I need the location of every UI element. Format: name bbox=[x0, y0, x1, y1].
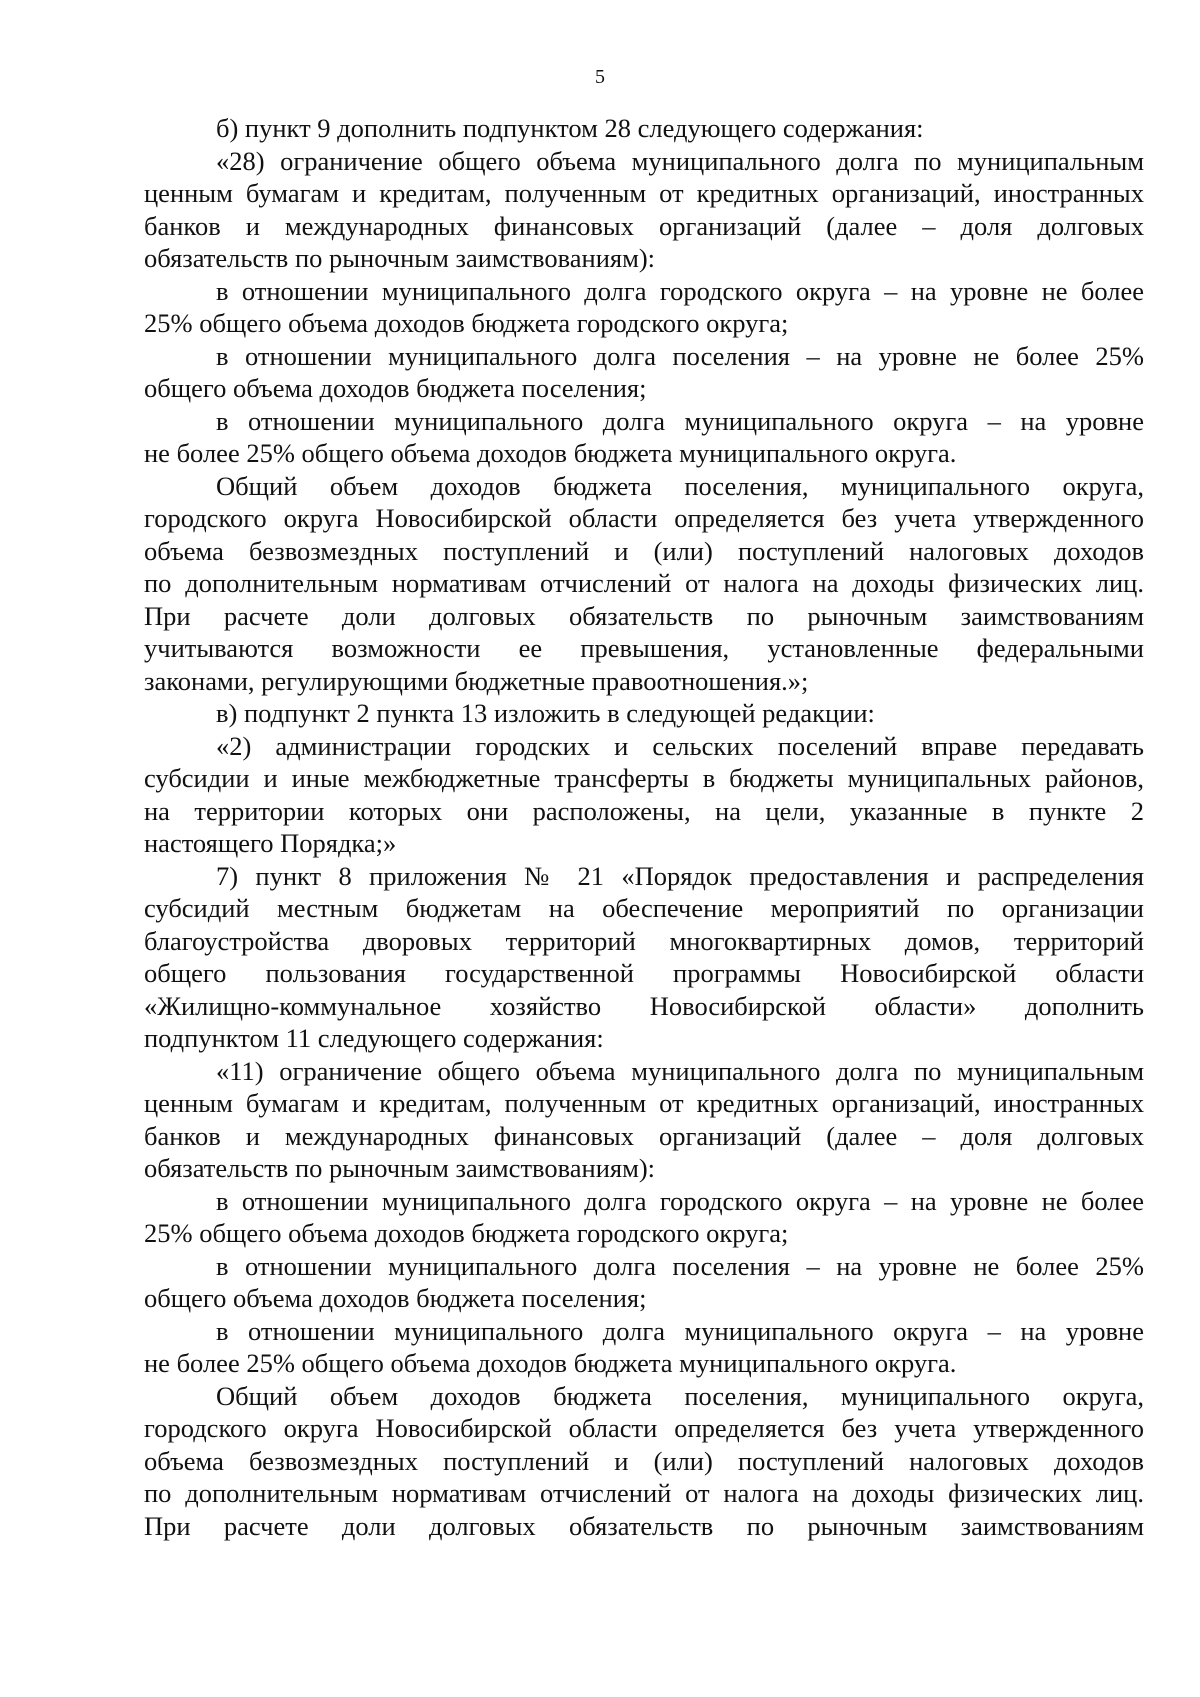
text-line: объема безвозмездных поступлений и (или) поступлений налоговых доходов bbox=[144, 1445, 1144, 1476]
paragraph bbox=[144, 275, 1144, 340]
text-line: субсидий местным бюджетам на обеспечение мероприятий по организации bbox=[144, 893, 1144, 923]
text-line: ценным бумагам и кредитам, полученным от кредитных организаций, иностранных bbox=[144, 1088, 1144, 1118]
text-line: подпунктом 11 следующего содержания: bbox=[144, 1023, 604, 1053]
paragraph bbox=[144, 145, 1144, 275]
text-line: не более 25% общего объема доходов бюджета муниципального округа. bbox=[144, 1348, 957, 1378]
text-line: объема безвозмездных поступлений и (или) поступлений налоговых доходов bbox=[144, 535, 1144, 566]
paragraph bbox=[144, 112, 1144, 145]
text-line: «28) ограничение общего объема муниципального долга по муниципальным bbox=[216, 145, 1144, 176]
text-line: по дополнительным нормативам отчислений от налога на доходы физических лиц. bbox=[144, 1478, 1144, 1508]
text-line: городского округа Новосибирской области определяется без учета утвержденного bbox=[144, 1413, 1144, 1443]
paragraph bbox=[144, 405, 1144, 470]
paragraph bbox=[144, 1250, 1144, 1315]
text-line: обязательств по рыночным заимствованиям): bbox=[144, 243, 656, 273]
text-line: «Жилищно-коммунальное хозяйство Новосибирской области» дополнить bbox=[144, 990, 1144, 1021]
text-line: 7) пункт 8 приложения № 21 «Порядок предоставления и распределения bbox=[216, 860, 1144, 891]
text-line: общего объема доходов бюджета поселения; bbox=[144, 1283, 647, 1313]
text-line: При расчете доли долговых обязательств по рыночным заимствованиям bbox=[144, 600, 1144, 631]
text-line: законами, регулирующими бюджетные правоотношения.»; bbox=[144, 665, 809, 696]
document-body bbox=[144, 112, 1144, 1542]
text-line: При расчете доли долговых обязательств по рыночным заимствованиям bbox=[144, 1510, 1144, 1541]
text-line: в отношении муниципального долга поселения – на уровне не более 25% bbox=[216, 1250, 1144, 1281]
text-line: по дополнительным нормативам отчислений от налога на доходы физических лиц. bbox=[144, 568, 1144, 598]
text-line: настоящего Порядка;» bbox=[144, 828, 397, 858]
text-line: субсидии и иные межбюджетные трансферты в бюджеты муниципальных районов, bbox=[144, 763, 1144, 793]
paragraph bbox=[144, 697, 1144, 730]
text-line: обязательств по рыночным заимствованиям): bbox=[144, 1153, 656, 1183]
text-line: б) пункт 9 дополнить подпунктом 28 следующего содержания: bbox=[216, 113, 924, 143]
text-line: общего пользования государственной программы Новосибирской области bbox=[144, 958, 1144, 988]
text-line: не более 25% общего объема доходов бюджета муниципального округа. bbox=[144, 438, 957, 468]
text-line: в отношении муниципального долга городского округа – на уровне не более bbox=[216, 1185, 1144, 1216]
paragraph bbox=[144, 1380, 1144, 1543]
text-line: общего объема доходов бюджета поселения; bbox=[144, 373, 647, 403]
text-line: 25% общего объема доходов бюджета городского округа; bbox=[144, 308, 789, 338]
text-line: Общий объем доходов бюджета поселения, муниципального округа, bbox=[216, 470, 1144, 501]
page-number: 5 bbox=[595, 66, 605, 88]
text-line: благоустройства дворовых территорий многоквартирных домов, территорий bbox=[144, 925, 1144, 956]
text-line: 25% общего объема доходов бюджета городского округа; bbox=[144, 1218, 789, 1248]
paragraph bbox=[144, 1315, 1144, 1380]
paragraph bbox=[144, 1055, 1144, 1185]
text-line: банков и международных финансовых организаций (далее – доля долговых bbox=[144, 1120, 1144, 1151]
text-line: банков и международных финансовых организаций (далее – доля долговых bbox=[144, 210, 1144, 241]
paragraph bbox=[144, 860, 1144, 1055]
text-line: в отношении муниципального долга муниципального округа – на уровне bbox=[216, 1315, 1144, 1346]
text-line: ценным бумагам и кредитам, полученным от кредитных организаций, иностранных bbox=[144, 178, 1144, 208]
paragraph bbox=[144, 1185, 1144, 1250]
text-line: в отношении муниципального долга поселения – на уровне не более 25% bbox=[216, 340, 1144, 371]
paragraph bbox=[144, 470, 1144, 698]
paragraph bbox=[144, 340, 1144, 405]
paragraph bbox=[144, 730, 1144, 860]
text-line: Общий объем доходов бюджета поселения, муниципального округа, bbox=[216, 1380, 1144, 1411]
text-line: учитываются возможности ее превышения, установленные федеральными bbox=[144, 633, 1144, 663]
text-line: в отношении муниципального долга муниципального округа – на уровне bbox=[216, 405, 1144, 436]
text-line: «2) администрации городских и сельских поселений вправе передавать bbox=[216, 730, 1144, 761]
text-line: городского округа Новосибирской области определяется без учета утвержденного bbox=[144, 503, 1144, 533]
text-line: в) подпункт 2 пункта 13 изложить в следующей редакции: bbox=[216, 698, 875, 728]
text-line: в отношении муниципального долга городского округа – на уровне не более bbox=[216, 275, 1144, 306]
text-line: «11) ограничение общего объема муниципального долга по муниципальным bbox=[216, 1055, 1144, 1086]
text-line: на территории которых они расположены, на цели, указанные в пункте 2 bbox=[144, 795, 1144, 826]
